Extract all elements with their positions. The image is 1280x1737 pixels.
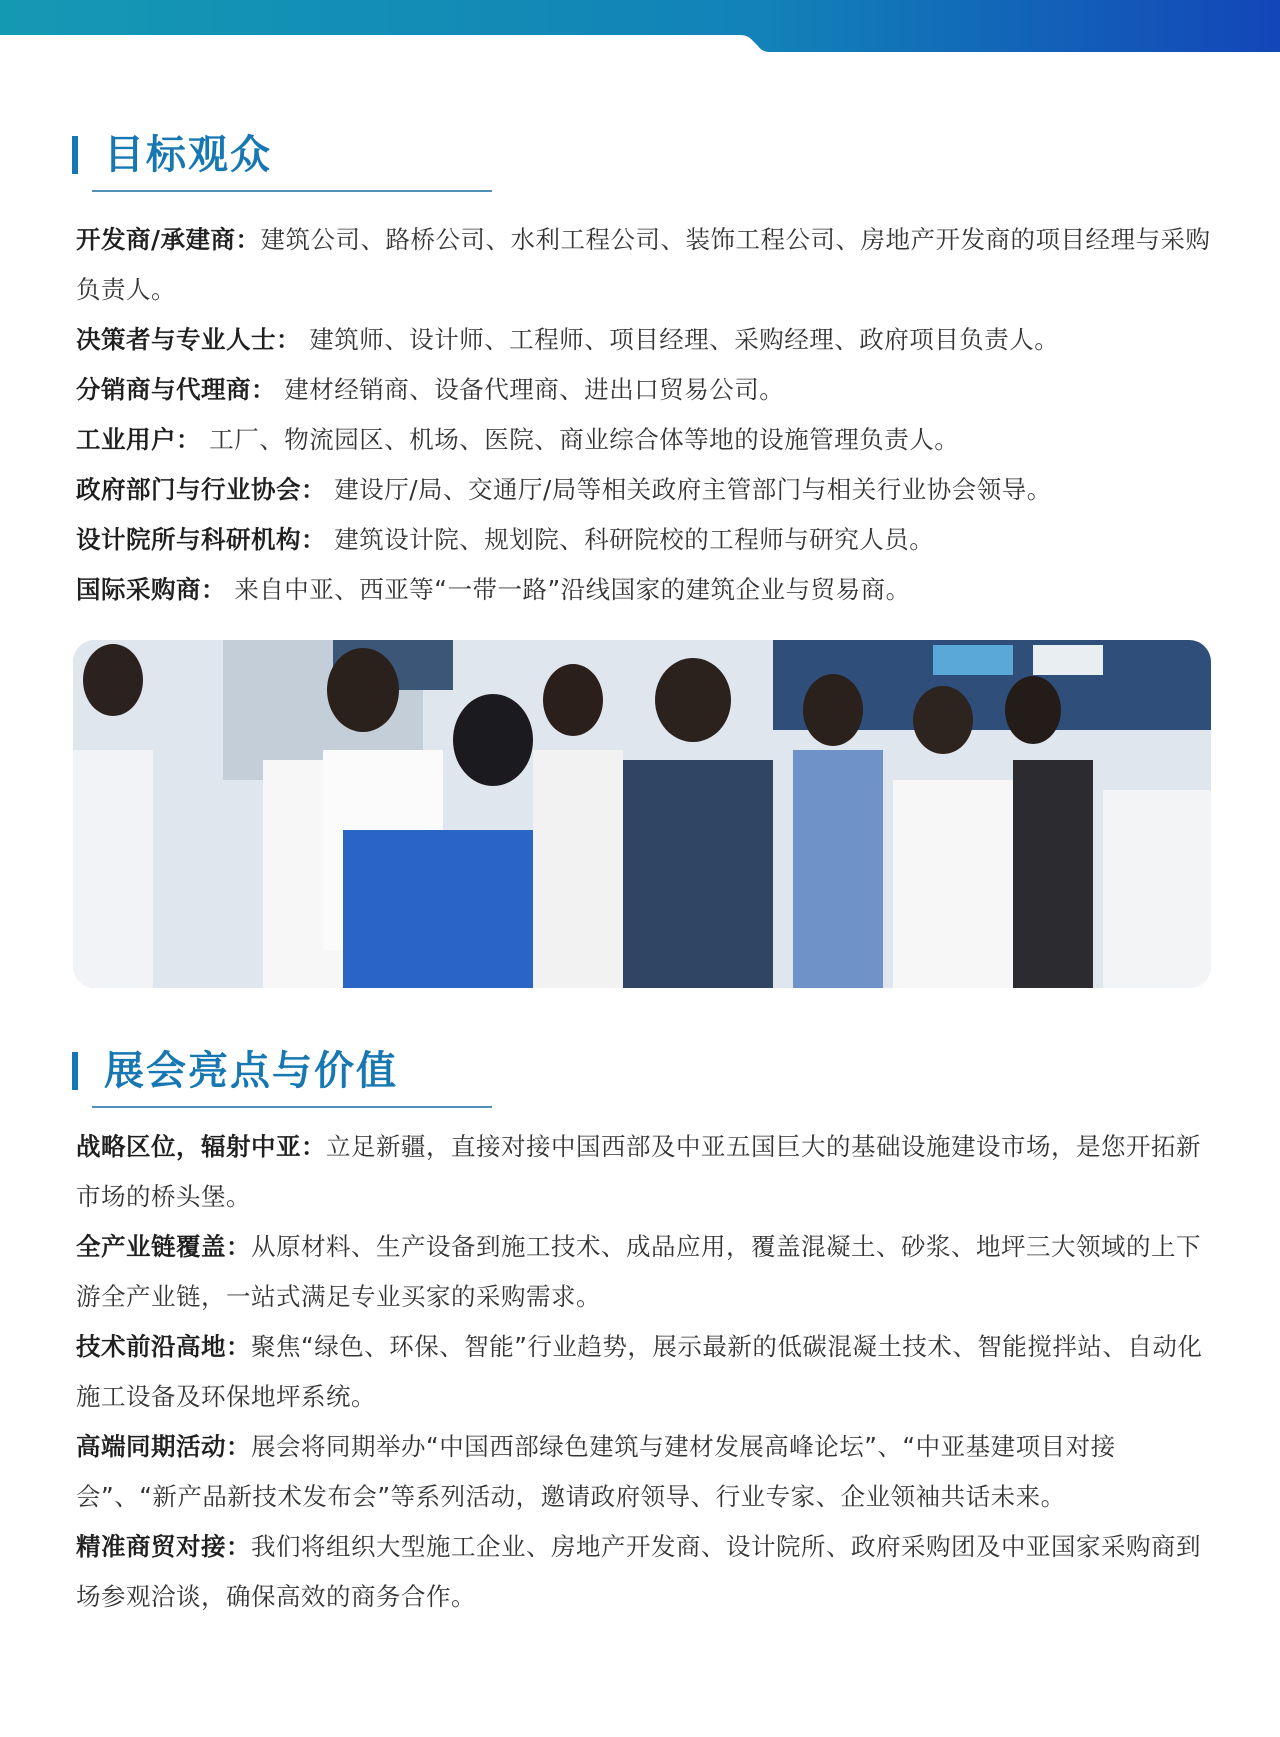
highlight-entry-full-chain [76, 1222, 1216, 1322]
audience-entry-industrial-users [76, 415, 1216, 465]
entry-label: 决策者与专业人士： [76, 325, 301, 354]
entry-label: 工业用户： [76, 425, 201, 454]
title-underline [92, 1106, 492, 1108]
entry-desc: 我们将组织大型施工企业、房地产开发商、设计院所、政府采购团及中亚国家采购商到场参观洽谈，确保高效的商务合作。 [76, 1532, 1201, 1611]
entry-label: 分销商与代理商： [76, 375, 276, 404]
entry-label: 战略区位，辐射中亚： [76, 1132, 326, 1161]
audience-entry-international-buyers [76, 565, 1216, 615]
entry-desc: 建材经销商、设备代理商、进出口贸易公司。 [276, 375, 785, 404]
audience-entry-decision-makers [76, 315, 1216, 365]
top-banner-band [0, 0, 1280, 52]
entry-label: 精准商贸对接： [76, 1532, 251, 1561]
audience-list [76, 215, 1216, 615]
entry-desc: 建筑公司、路桥公司、水利工程公司、装饰工程公司、房地产开发商的项目经理与采购负责人。 [76, 225, 1211, 304]
entry-desc: 建设厅/局、交通厅/局等相关政府主管部门与相关行业协会领导。 [326, 475, 1052, 504]
entry-desc: 来自中亚、西亚等“一带一路”沿线国家的建筑企业与贸易商。 [226, 575, 911, 604]
audience-entry-distributors [76, 365, 1216, 415]
highlight-entry-strategic-location [76, 1122, 1216, 1222]
entry-label: 开发商/承建商： [76, 225, 261, 254]
title-underline [92, 190, 492, 192]
banner-shape [0, 0, 1280, 52]
entry-desc: 建筑设计院、规划院、科研院校的工程师与研究人员。 [326, 525, 935, 554]
highlight-entry-matchmaking [76, 1522, 1216, 1622]
highlight-entry-events [76, 1422, 1216, 1522]
entry-label: 政府部门与行业协会： [76, 475, 326, 504]
exhibition-crowd-photo [73, 640, 1211, 988]
entry-desc: 展会将同期举办“中国西部绿色建筑与建材发展高峰论坛”、“中亚基建项目对接会”、“新产品新技术发布会”等系列活动，邀请政府领导、行业专家、企业领袖共话未来。 [76, 1432, 1116, 1511]
section-title-highlights: 展会亮点与价值 [104, 1048, 398, 1094]
highlights-list [76, 1122, 1216, 1622]
entry-desc: 聚焦“绿色、环保、智能”行业趋势，展示最新的低碳混凝土技术、智能搅拌站、自动化施工设备及环保地坪系统。 [76, 1332, 1203, 1411]
entry-label: 全产业链覆盖： [76, 1232, 251, 1261]
title-accent-bar [72, 136, 78, 174]
highlight-entry-technology [76, 1322, 1216, 1422]
crowd-illustration [73, 640, 1211, 988]
entry-label: 国际采购商： [76, 575, 226, 604]
entry-label: 设计院所与科研机构： [76, 525, 326, 554]
audience-entry-design-institutes [76, 515, 1216, 565]
audience-entry-government [76, 465, 1216, 515]
entry-desc: 工厂、物流园区、机场、医院、商业综合体等地的设施管理负责人。 [201, 425, 960, 454]
entry-desc: 从原材料、生产设备到施工技术、成品应用，覆盖混凝土、砂浆、地坪三大领域的上下游全产业链，一站式满足专业买家的采购需求。 [76, 1232, 1201, 1311]
audience-entry-developers [76, 215, 1216, 315]
title-accent-bar [72, 1052, 78, 1090]
entry-label: 技术前沿高地： [76, 1332, 251, 1361]
entry-desc: 立足新疆，直接对接中国西部及中亚五国巨大的基础设施建设市场，是您开拓新市场的桥头堡。 [76, 1132, 1201, 1211]
entry-label: 高端同期活动： [76, 1432, 251, 1461]
section-title-audience: 目标观众 [104, 132, 272, 178]
entry-desc: 建筑师、设计师、工程师、项目经理、采购经理、政府项目负责人。 [301, 325, 1060, 354]
